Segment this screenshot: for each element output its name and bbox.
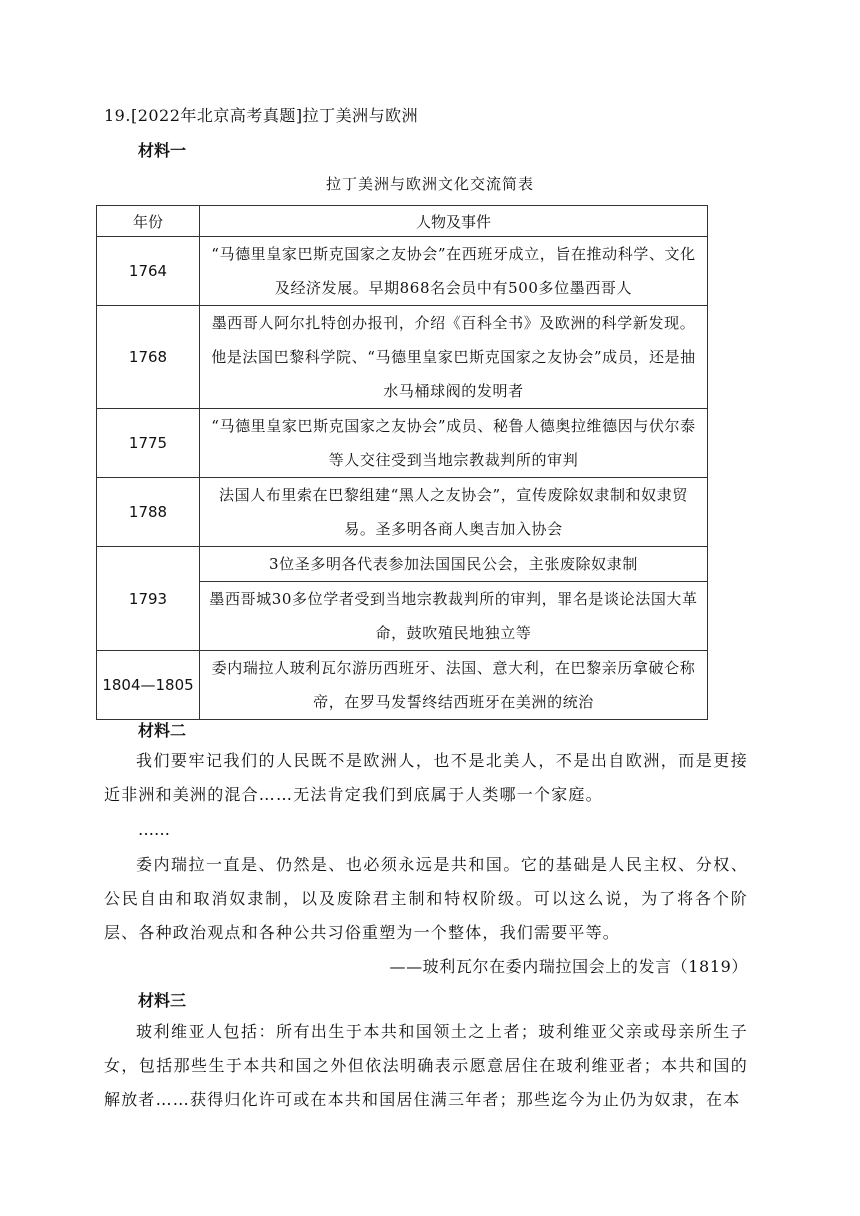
material3-paragraph-1: 玻利维亚人包括：所有出生于本共和国领土之上者；玻利维亚父亲或母亲所生子女，包括那些生于本共和国之外但依法明确表示愿意居住在玻利维亚者；本共和国的解放者……获得归化许可或在本共和国居住满三年者；那些迄今为止仍为奴隶，在本: [104, 1022, 748, 1109]
table-row: [97, 547, 708, 582]
row-event: “马德里皇家巴斯克国家之友协会”成员、秘鲁人德奥拉维德因与伏尔泰等人交往受到当地宗教裁判所的审判: [200, 409, 708, 478]
material3-label: 材料三: [138, 991, 187, 1010]
row-year: 1768: [97, 306, 200, 409]
table-row: [97, 409, 708, 478]
row-event: “马德里皇家巴斯克国家之友协会”在西班牙成立，旨在推动科学、文化及经济发展。早期868名会员中有500多位墨西哥人: [200, 237, 708, 306]
header-year: 年份: [97, 206, 200, 237]
row-event: 委内瑞拉人玻利瓦尔游历西班牙、法国、意大利，在巴黎亲历拿破仑称帝，在罗马发誓终结西班牙在美洲的统治: [200, 651, 708, 720]
material2-label: 材料二: [138, 721, 187, 740]
exchange-table: [96, 205, 708, 720]
table-header-row: [97, 206, 708, 237]
table-row: [97, 478, 708, 547]
ellipsis: ……: [138, 820, 170, 839]
row-year: 1764: [97, 237, 200, 306]
table-caption: 拉丁美洲与欧洲文化交流简表: [325, 175, 534, 193]
quote-source: ——玻利瓦尔在委内瑞拉国会上的发言（1819）: [389, 957, 748, 976]
material2-paragraph-2: 委内瑞拉一直是、仍然是、也必须永远是共和国。它的基础是人民主权、分权、公民自由和取消奴隶制，以及废除君主制和特权阶级。可以这么说，为了将各个阶层、各种政治观点和各种公共习俗重塑为一个整体，我们需要平等。: [104, 855, 748, 942]
material1-label: 材料一: [138, 141, 187, 160]
row-event: 法国人布里索在巴黎组建“黑人之友协会”，宣传废除奴隶制和奴隶贸易。圣多明各商人奥吉加入协会: [200, 478, 708, 547]
row-year: 1804—1805: [97, 651, 200, 720]
row-event: 墨西哥城30多位学者受到当地宗教裁判所的审判，罪名是谈论法国大革命，鼓吹殖民地独立等: [200, 582, 708, 651]
row-year: 1793: [97, 547, 200, 651]
row-event: 墨西哥人阿尔扎特创办报刊，介绍《百科全书》及欧洲的科学新发现。他是法国巴黎科学院、“马德里皇家巴斯克国家之友协会”成员，还是抽水马桶球阀的发明者: [200, 306, 708, 409]
table-row: [97, 306, 708, 409]
question-title: 19.[2022年北京高考真题]拉丁美洲与欧洲: [104, 106, 419, 125]
row-year: 1788: [97, 478, 200, 547]
material2-paragraph-1: 我们要牢记我们的人民既不是欧洲人，也不是北美人，不是出自欧洲，而是更接近非洲和美洲的混合……无法肯定我们到底属于人类哪一个家庭。: [104, 751, 748, 804]
row-year: 1775: [97, 409, 200, 478]
row-event: 3位圣多明各代表参加法国国民公会，主张废除奴隶制: [200, 547, 708, 582]
header-events: 人物及事件: [200, 206, 708, 237]
table-row: [97, 651, 708, 720]
table-row: [97, 237, 708, 306]
